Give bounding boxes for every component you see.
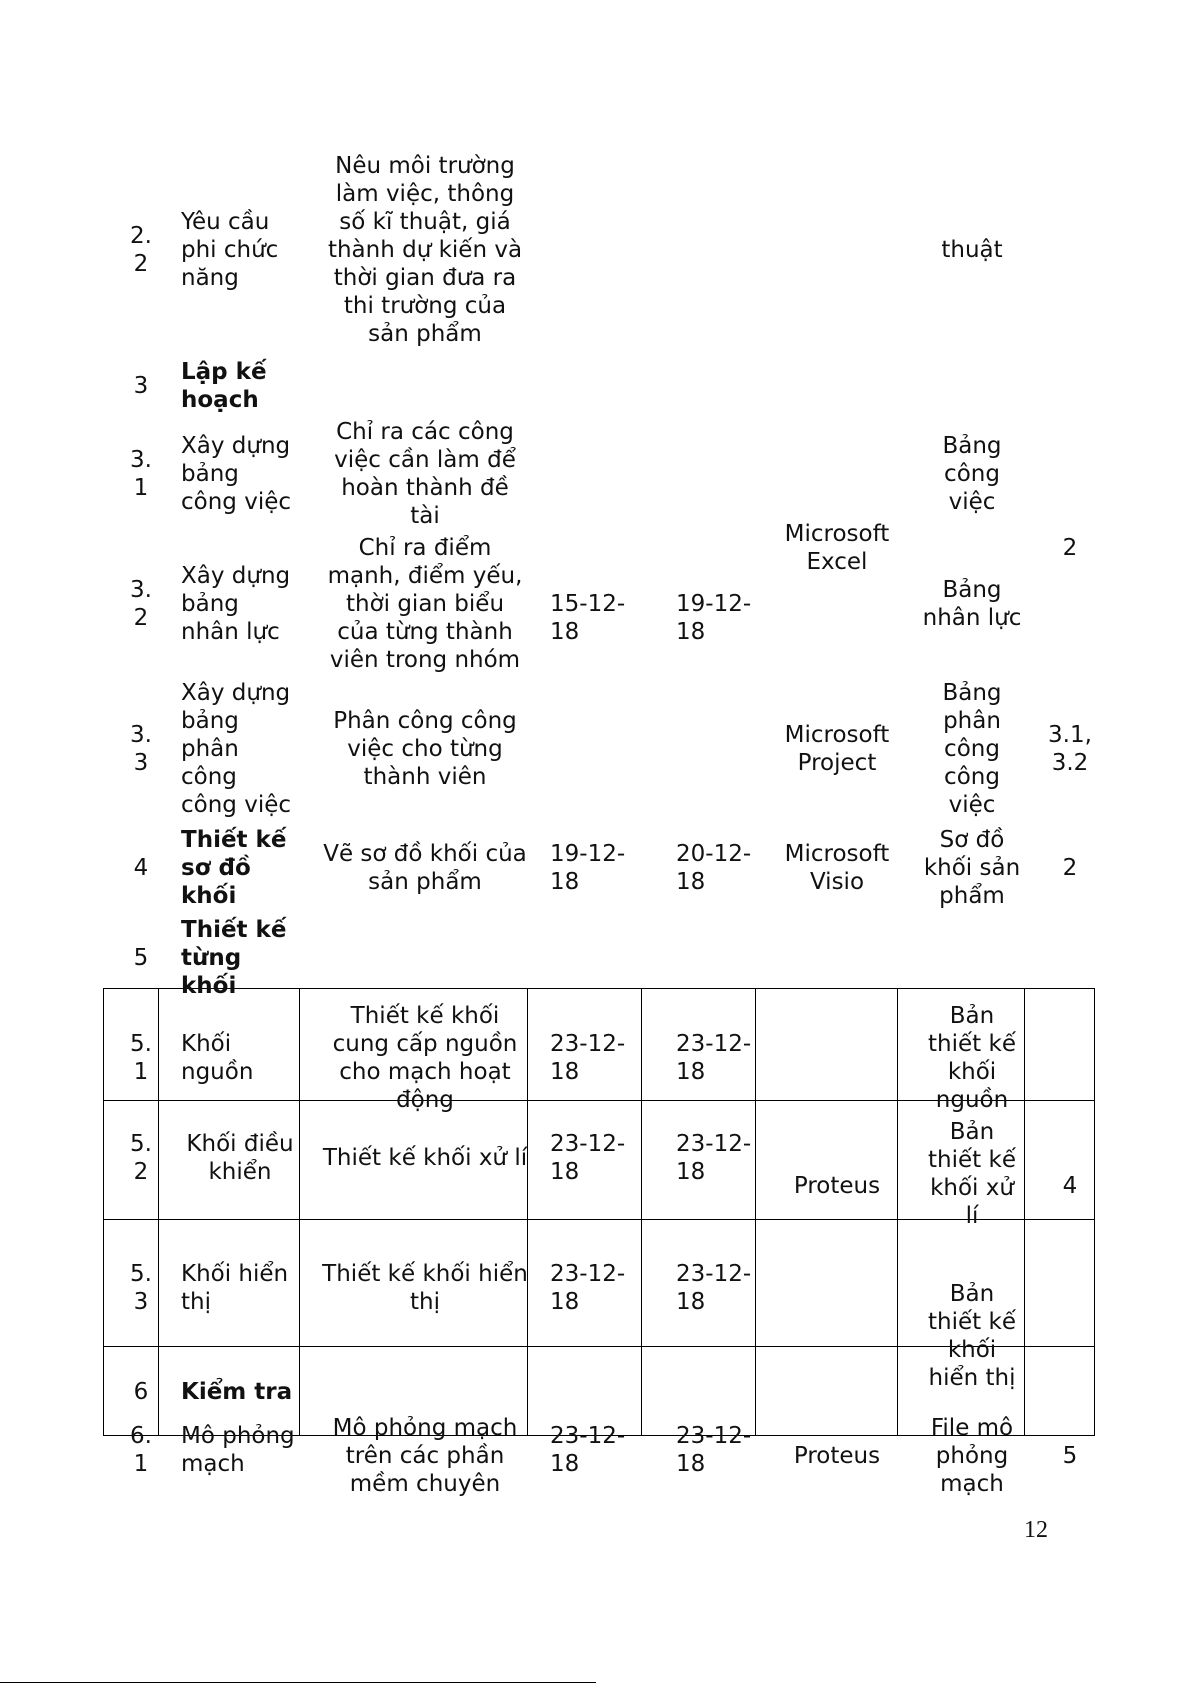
start-date: 23-12- 18 — [550, 1261, 626, 1315]
table-row — [0, 824, 1191, 912]
table-row — [0, 914, 1191, 1002]
dependency: 4 — [1062, 1173, 1078, 1199]
end-date: 23-12- 18 — [676, 1131, 752, 1185]
tool-name: Microsoft Project — [784, 722, 890, 776]
row-number: 4 — [133, 855, 149, 881]
row-number: 5. 1 — [130, 1031, 152, 1085]
dependency: 2 — [1062, 535, 1078, 561]
task-description: Mô phỏng mạch trên các phần mềm chuyên — [332, 1415, 518, 1497]
start-date: 19-12- 18 — [550, 841, 626, 895]
task-output: Bản thiết kế khối hiển thị — [928, 1281, 1016, 1391]
table-row — [0, 1246, 1191, 1391]
task-description: Chỉ ra điểm mạnh, điểm yếu, thời gian biểu của từng thành viên trong nhóm — [327, 535, 523, 673]
row-number: 5. 2 — [130, 1131, 152, 1185]
table-row — [0, 356, 1191, 416]
task-output: Bảng phân công công việc — [942, 680, 1002, 818]
task-description: Thiết kế khối cung cấp nguồn cho mạch hoạt động — [332, 1003, 518, 1113]
section-title: Thiết kế sơ đồ khối — [181, 827, 287, 909]
task-name: Xây dựng bảng nhân lực — [181, 563, 291, 645]
row-number: 3. 1 — [130, 447, 152, 501]
dependency: 2 — [1062, 855, 1078, 881]
end-date: 23-12- 18 — [676, 1423, 752, 1477]
row-number: 5. 3 — [130, 1261, 152, 1315]
row-number: 2. 2 — [130, 223, 152, 277]
table-row — [0, 1000, 1191, 1116]
tool-name: Microsoft Excel — [784, 521, 890, 575]
row-number: 6 — [133, 1379, 149, 1405]
table-row — [0, 418, 1191, 530]
table-row — [0, 1376, 1191, 1408]
start-date: 23-12- 18 — [550, 1031, 626, 1085]
dependency: 3.1, 3.2 — [1048, 722, 1092, 776]
section-title: Kiểm tra — [181, 1379, 293, 1405]
page-number: 12 — [1024, 1517, 1048, 1543]
task-description: Thiết kế khối xử lí — [322, 1145, 528, 1171]
task-name: Xây dựng bảng công việc — [181, 433, 292, 515]
task-description: Thiết kế khối hiển thị — [322, 1261, 528, 1315]
row-number: 3. 3 — [130, 722, 152, 776]
task-description: Vẽ sơ đồ khối của sản phẩm — [323, 841, 527, 895]
section-title: Thiết kế từng khối — [181, 917, 287, 999]
task-name: Mô phỏng mạch — [181, 1423, 295, 1477]
tool-name: Proteus — [793, 1173, 881, 1199]
dependency: 5 — [1062, 1443, 1078, 1469]
row-number: 5 — [133, 945, 149, 971]
end-date: 19-12- 18 — [676, 591, 752, 645]
task-description: Nêu môi trường làm việc, thông số kĩ thuật, giá thành dự kiến và thời gian đưa ra thi trường của sản phẩm — [327, 153, 523, 347]
table-row — [0, 150, 1191, 350]
task-output: Bản thiết kế khối nguồn — [928, 1003, 1016, 1113]
task-output: File mô phỏng mạch — [930, 1415, 1014, 1497]
end-date: 23-12- 18 — [676, 1261, 752, 1315]
task-description: Chỉ ra các công việc cần làm để hoàn thành đề tài — [334, 419, 516, 529]
task-name: Khối hiển thị — [181, 1261, 289, 1315]
task-output: Bản thiết kế khối xử lí — [928, 1119, 1016, 1229]
table-row — [0, 1408, 1191, 1498]
row-number: 3. 2 — [130, 577, 152, 631]
task-description: Phân công công việc cho từng thành viên — [333, 708, 517, 790]
start-date: 23-12- 18 — [550, 1131, 626, 1185]
tool-name: Microsoft Visio — [784, 841, 890, 895]
row-number: 6. 1 — [130, 1423, 152, 1477]
row-number: 3 — [133, 373, 149, 399]
table-row — [0, 534, 1191, 674]
end-date: 23-12- 18 — [676, 1031, 752, 1085]
start-date: 15-12- 18 — [550, 591, 626, 645]
task-output: thuật — [941, 237, 1003, 263]
tool-name: Proteus — [793, 1443, 881, 1469]
task-name: Khối điều khiển — [186, 1131, 294, 1185]
table-row — [0, 1116, 1191, 1232]
task-name: Xây dựng bảng phân công công việc — [181, 680, 292, 818]
start-date: 23-12- 18 — [550, 1423, 626, 1477]
section-title: Lập kế hoạch — [181, 359, 267, 413]
task-output: Bảng công việc — [942, 433, 1002, 515]
task-output: Bảng nhân lực — [922, 577, 1022, 631]
end-date: 20-12- 18 — [676, 841, 752, 895]
task-name: Yêu cầu phi chức năng — [181, 209, 279, 291]
task-output: Sơ đồ khối sản phẩm — [923, 827, 1021, 909]
task-name: Khối nguồn — [181, 1031, 254, 1085]
footnote-separator — [0, 1682, 596, 1683]
table-row — [0, 678, 1191, 820]
